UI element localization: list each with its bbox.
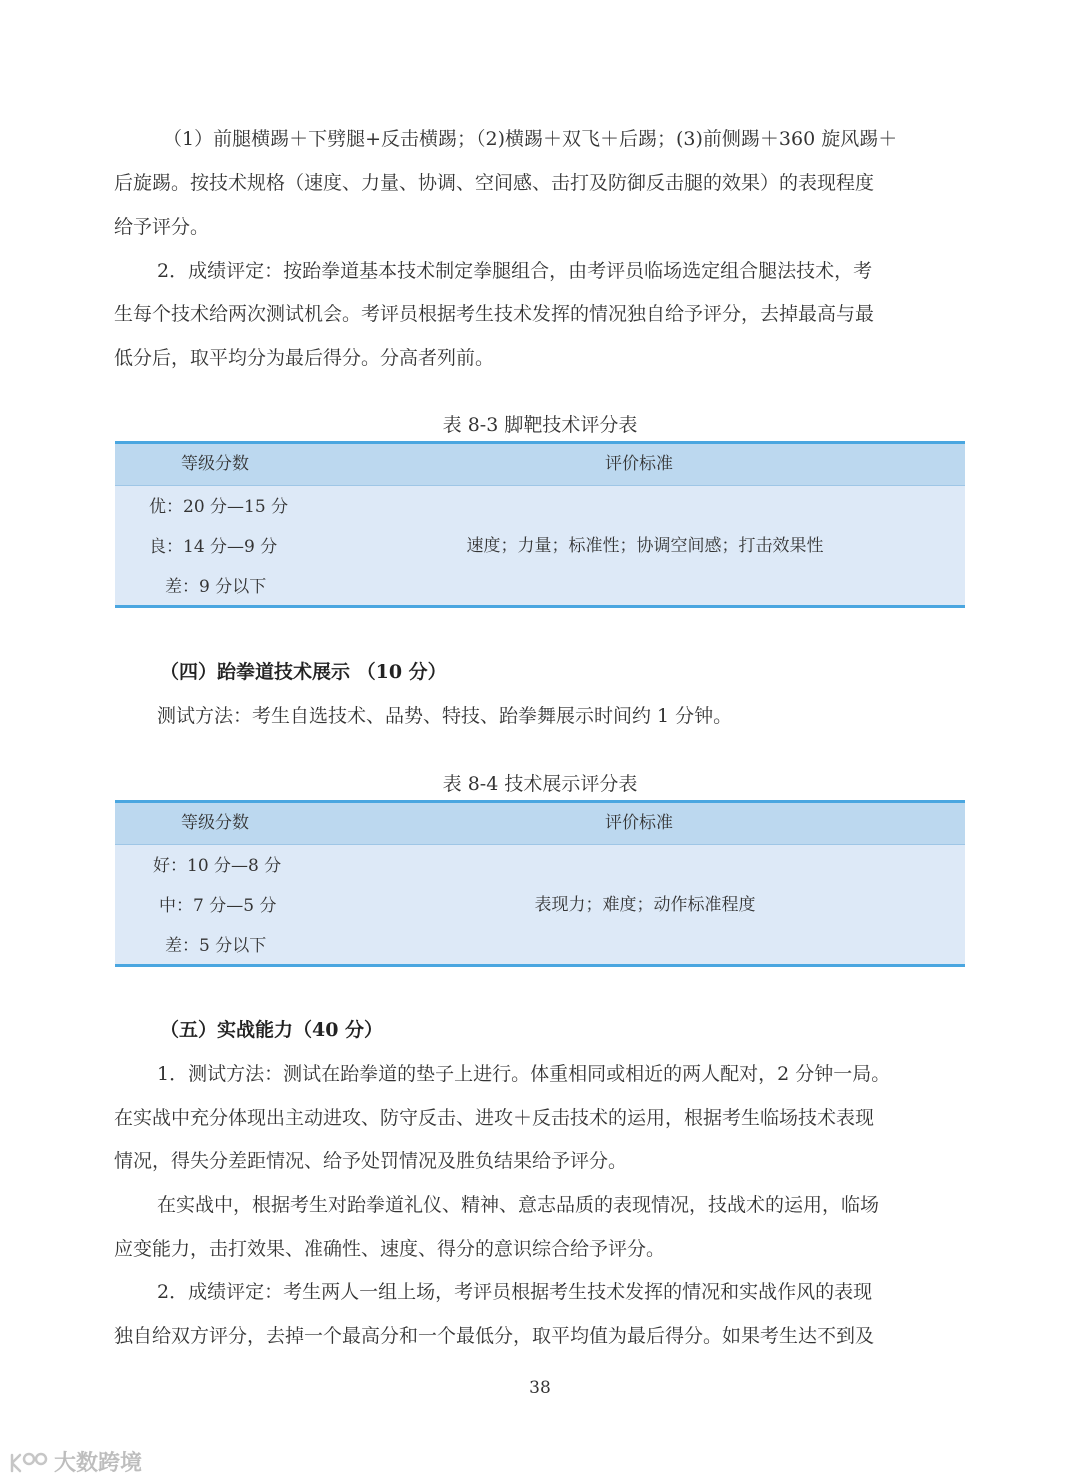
column-header-criteria: 评价标准 xyxy=(605,454,673,474)
watermark-logo xyxy=(8,1446,142,1476)
table-header xyxy=(115,444,965,486)
section-heading: （五）实战能力（40 分） xyxy=(160,1019,384,1041)
table-body xyxy=(115,486,965,605)
paragraph-line: 1．测试方法：测试在跆拳道的垫子上进行。体重相同或相近的两人配对，2 分钟一局。 xyxy=(157,1063,891,1085)
paragraph-line: 在实战中，根据考生对跆拳道礼仪、精神、意志品质的表现情况，技战术的运用，临场 xyxy=(157,1194,880,1216)
paragraph-line: 后旋踢。按技术规格（速度、力量、协调、空间感、击打及防御反击腿的效果）的表现程度 xyxy=(114,172,875,194)
paragraph-line: 情况，得失分差距情况、给予处罚情况及胜负结果给予评分。 xyxy=(114,1150,628,1172)
score-table-demonstration xyxy=(115,800,965,967)
paragraph-line: 应变能力，击打效果、准确性、速度、得分的意识综合给予评分。 xyxy=(114,1238,666,1260)
table-row: 良：14 分—9 分 xyxy=(149,537,278,557)
section-heading: （四）跆拳道技术展示 （10 分） xyxy=(160,661,447,683)
paragraph-line: 独自给双方评分，去掉一个最高分和一个最低分，取平均值为最后得分。如果考生达不到及 xyxy=(114,1325,875,1347)
criteria-cell: 速度；力量；标准性；协调空间感；打击效果性 xyxy=(466,536,824,556)
table-row: 优：20 分—15 分 xyxy=(149,497,289,517)
table-body xyxy=(115,845,965,964)
table-row: 差：9 分以下 xyxy=(165,577,267,597)
table-header xyxy=(115,803,965,845)
score-table-kick-target xyxy=(115,441,965,608)
table-caption: 表 8-4 技术展示评分表 xyxy=(442,773,638,795)
paragraph-line: 2．成绩评定：考生两人一组上场，考评员根据考生技术发挥的情况和实战作风的表现 xyxy=(157,1281,873,1303)
table-caption: 表 8-3 脚靶技术评分表 xyxy=(442,414,638,436)
paragraph-line: 给予评分。 xyxy=(114,216,210,238)
paragraph-line: 测试方法：考生自选技术、品势、特技、跆拳舞展示时间约 1 分钟。 xyxy=(157,705,733,727)
watermark-text: 大数跨境 xyxy=(54,1450,143,1476)
page-number: 38 xyxy=(529,1378,551,1398)
paragraph-line: 生每个技术给两次测试机会。考评员根据考生技术发挥的情况独自给予评分，去掉最高与最 xyxy=(114,303,875,325)
table-row: 中：7 分—5 分 xyxy=(159,896,277,916)
paragraph-line: 2．成绩评定：按跆拳道基本技术制定拳腿组合，由考评员临场选定组合腿法技术，考 xyxy=(157,260,873,282)
column-header-grade: 等级分数 xyxy=(181,454,249,474)
paragraph-line: 低分后，取平均分为最后得分。分高者列前。 xyxy=(114,347,495,369)
paragraph-line: 在实战中充分体现出主动进攻、防守反击、进攻＋反击技术的运用，根据考生临场技术表现 xyxy=(114,1107,875,1129)
table-row: 差：5 分以下 xyxy=(165,936,267,956)
column-header-criteria: 评价标准 xyxy=(605,813,673,833)
watermark-icon xyxy=(8,1447,48,1475)
paragraph-line: （1）前腿横踢＋下劈腿+反击横踢；（2)横踢＋双飞＋后踢；(3)前侧踢＋360 旋风踢＋ xyxy=(163,128,898,150)
criteria-cell: 表现力；难度；动作标准程度 xyxy=(534,895,756,915)
table-row: 好：10 分—8 分 xyxy=(153,856,282,876)
column-header-grade: 等级分数 xyxy=(181,813,249,833)
